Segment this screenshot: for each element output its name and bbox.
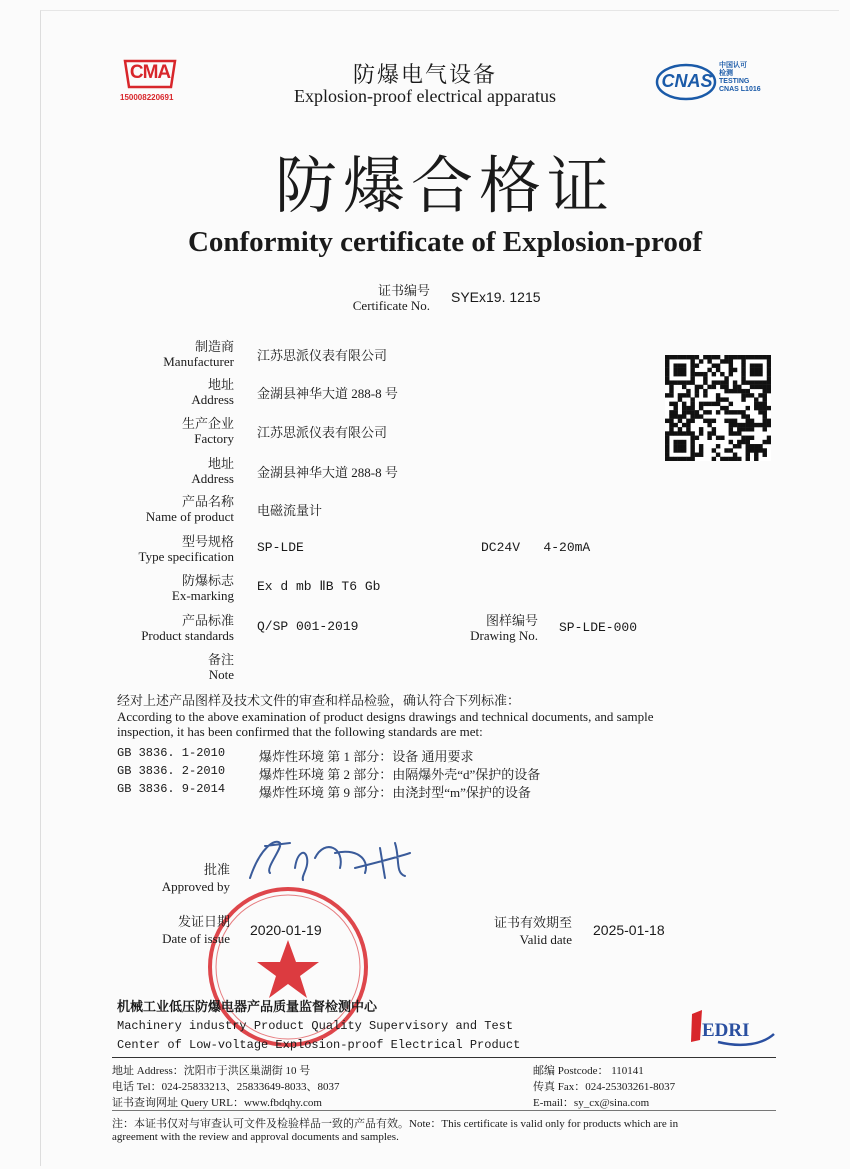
field-label-en: Factory	[194, 431, 234, 446]
standard-description: 爆炸性环境 第 1 部分：设备 通用要求	[259, 749, 474, 764]
field-label-cn: 防爆标志	[181, 573, 234, 588]
main-title-cn: 防爆合格证	[274, 149, 615, 222]
field-label-en: Ex-marking	[171, 588, 234, 603]
field-label-en: Name of product	[145, 509, 234, 524]
cnas-logo	[655, 62, 775, 104]
footer-postcode: 邮编 Postcode： 110141	[533, 1065, 644, 1077]
drawing-number: SP-LDE-000	[559, 620, 638, 635]
qr-code-icon	[665, 355, 771, 461]
cnas-testing: TESTING	[719, 78, 750, 85]
valid-date: 2025-01-18	[593, 922, 665, 938]
footer-divider	[112, 1057, 776, 1058]
issue-label-en: Date of issue	[162, 931, 230, 946]
field-value: 江苏思派仪表有限公司	[257, 425, 388, 440]
field-label-cn: 地址	[207, 456, 234, 471]
cnas-label: CNAS	[661, 71, 713, 91]
approved-label-en: Approved by	[161, 879, 230, 894]
edri-label: EDRI	[702, 1020, 750, 1041]
field-label-en: Note	[208, 667, 234, 682]
field-label-en: Product standards	[141, 628, 234, 643]
footer-address: 地址 Address：沈阳市于洪区巢湖街 10 号	[112, 1065, 311, 1077]
field-label-cn: 备注	[207, 652, 234, 667]
cnas-cn1: 中国认可	[719, 62, 747, 69]
drawing-label-cn: 图样编号	[485, 613, 538, 628]
field-label-en: Type specification	[138, 549, 234, 564]
standard-code: GB 3836. 1-2010	[117, 746, 226, 760]
statement-en-2: inspection, it has been confirmed that the following standards are met:	[117, 724, 483, 739]
field-label-cn: 制造商	[194, 339, 234, 354]
footer-note-2: agreement with the review and approval documents and samples.	[112, 1131, 399, 1143]
center-name-en-2: Center of Low-voltage Explosion-proof Electrical Product	[117, 1038, 521, 1052]
field-value: SP-LDE	[257, 540, 304, 555]
field-label-en: Manufacturer	[163, 354, 234, 369]
standard-code: GB 3836. 2-2010	[117, 764, 226, 778]
issue-date: 2020-01-19	[250, 922, 322, 938]
main-title-en: Conformity certificate of Explosion-proof	[187, 226, 703, 258]
certificate-number: SYEx19. 1215	[451, 289, 541, 305]
field-label-cn: 产品名称	[181, 494, 234, 509]
center-name-cn: 机械工业低压防爆电器产品质量监督检测中心	[117, 1000, 378, 1015]
valid-label-en: Valid date	[519, 932, 572, 947]
drawing-label-en: Drawing No.	[470, 628, 538, 643]
header-title-en: Explosion-proof electrical apparatus	[294, 86, 556, 106]
field-label-cn: 型号规格	[181, 534, 234, 549]
footer-tel: 电话 Tel：024-25833213、25833649-8033、8037	[112, 1081, 340, 1093]
footer-note-1: 注：本证书仅对与审查认可文件及检验样品一致的产品有效。Note：This certificate is valid only for products which are in	[112, 1118, 679, 1130]
field-value: 金湖县神华大道 288-8 号	[257, 386, 398, 401]
statement-en-1: According to the above examination of product designs drawings and technical documents, and sample	[117, 709, 654, 724]
footer-fax: 传真 Fax：024-25303261-8037	[533, 1081, 676, 1093]
valid-label-cn: 证书有效期至	[493, 915, 572, 930]
field-label-en: Address	[191, 392, 234, 407]
field-value: 江苏思派仪表有限公司	[257, 348, 388, 363]
field-value: 金湖县神华大道 288-8 号	[257, 465, 398, 480]
field-value: Q/SP 001-2019	[257, 619, 359, 634]
footer-email: E-mail：sy_cx@sina.com	[533, 1097, 650, 1109]
field-value: Ex d mb ⅡB T6 Gb	[257, 579, 381, 594]
approved-label-cn: 批准	[203, 862, 230, 877]
cnas-number: CNAS L1016	[719, 86, 761, 93]
standard-description: 爆炸性环境 第 9 部分：由浇封型“m”保护的设备	[259, 785, 531, 800]
field-value-extra: DC24V 4-20mA	[481, 540, 591, 555]
statement-cn: 经对上述产品图样及技术文件的审查和样品检验，确认符合下列标准：	[117, 693, 521, 708]
field-label-en: Address	[191, 471, 234, 486]
field-label-cn: 地址	[207, 377, 234, 392]
certificate-label-cn: 证书编号	[377, 283, 430, 298]
standard-code: GB 3836. 9-2014	[117, 782, 226, 796]
cma-number: 150008220691	[120, 93, 174, 102]
certificate-label-en: Certificate No.	[352, 298, 430, 313]
standard-description: 爆炸性环境 第 2 部分：由隔爆外壳“d”保护的设备	[259, 767, 541, 782]
header-title-cn: 防爆电气设备	[352, 62, 497, 87]
center-name-en-1: Machinery industry Product Quality Supervisory and Test	[117, 1019, 514, 1033]
footer-note-divider	[112, 1110, 776, 1111]
issue-label-cn: 发证日期	[177, 914, 230, 929]
field-label-cn: 生产企业	[181, 416, 234, 431]
qr-code	[665, 355, 771, 461]
cnas-cn2: 检测	[719, 70, 733, 77]
footer-url: 证书查询网址 Query URL：www.fbdqhy.com	[112, 1097, 322, 1109]
cma-label: CMA	[129, 62, 171, 83]
field-value: 电磁流量计	[257, 503, 323, 518]
edri-logo	[688, 1008, 778, 1050]
field-label-cn: 产品标准	[181, 613, 234, 628]
